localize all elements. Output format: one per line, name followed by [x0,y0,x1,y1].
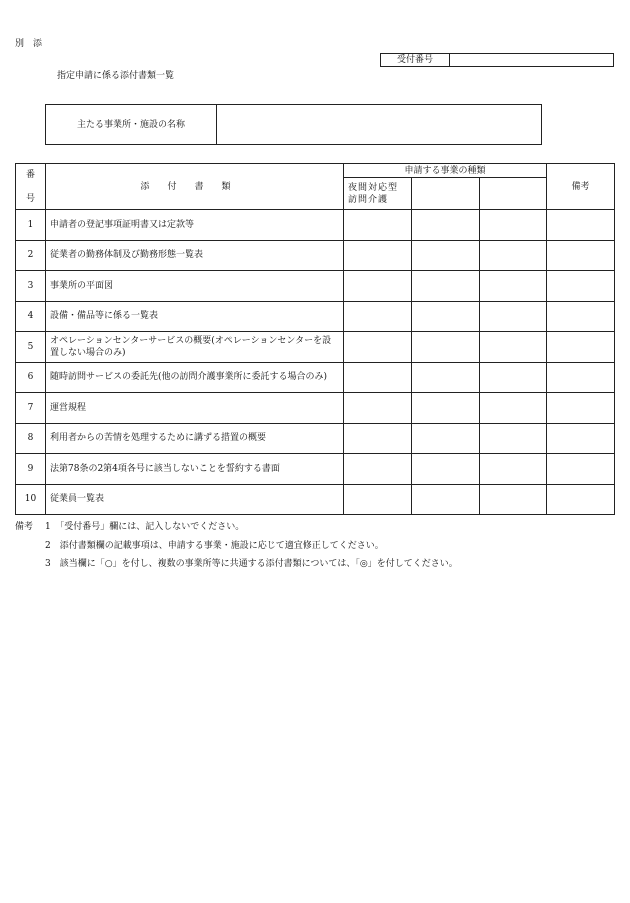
service-check-cell[interactable] [412,423,480,454]
row-document-name: 法第78条の2第4項各号に該当しないことを誓約する書面 [46,454,344,485]
table-body [16,210,615,515]
notes [15,518,458,574]
note-item: 2 添付書類欄の記載事項は、申請する事業・施設に応じて適宜修正してください。 [45,540,384,551]
row-document-name: 申請者の登記事項証明書又は定款等 [46,210,344,241]
row-document-name: 事業所の平面図 [46,271,344,302]
service-check-cell[interactable] [344,210,412,241]
remarks-cell[interactable] [547,454,615,485]
table-row [16,362,615,393]
service-check-cell[interactable] [412,362,480,393]
service-check-cell[interactable] [480,271,547,302]
row-number: 8 [16,423,46,454]
remarks-cell[interactable] [547,332,615,363]
annex-label: 別 添 [15,39,43,49]
col-number-header: 番 号 [16,164,46,210]
table-row [16,423,615,454]
note-item: 備考 1 「受付番号」欄には、記入しないでください。 [15,518,458,537]
remarks-cell[interactable] [547,210,615,241]
service-check-cell[interactable] [412,210,480,241]
remarks-cell[interactable] [547,484,615,515]
service-check-cell[interactable] [480,240,547,271]
remarks-cell[interactable] [547,423,615,454]
row-number: 5 [16,332,46,363]
service-check-cell[interactable] [344,393,412,424]
row-document-name: 随時訪問サービスの委託先(他の訪問介護事業所に委託する場合のみ) [46,362,344,393]
table-row [16,393,615,424]
service-check-cell[interactable] [344,332,412,363]
row-document-name: 運営規程 [46,393,344,424]
service-check-cell[interactable] [344,484,412,515]
service-type-1: 夜間対応型 訪問介護 [344,178,412,210]
remarks-cell[interactable] [547,362,615,393]
facility-name-label: 主たる事業所・施設の名称 [76,120,185,130]
facility-name-box [45,104,542,145]
service-check-cell[interactable] [412,240,480,271]
remarks-cell[interactable] [547,271,615,302]
facility-divider [216,105,217,144]
service-check-cell[interactable] [480,210,547,241]
remarks-cell[interactable] [547,240,615,271]
service-type-3 [480,178,547,210]
row-document-name: 従業者の勤務体制及び勤務形態一覧表 [46,240,344,271]
service-check-cell[interactable] [480,301,547,332]
receipt-number-box [380,53,614,67]
service-check-cell[interactable] [344,301,412,332]
table-row [16,301,615,332]
service-check-cell[interactable] [412,484,480,515]
receipt-number-label: 受付番号 [396,55,433,65]
attachment-table [15,163,615,515]
service-check-cell[interactable] [344,271,412,302]
row-number: 7 [16,393,46,424]
service-check-cell[interactable] [412,271,480,302]
table-row [16,332,615,363]
row-document-name: 利用者からの苦情を処理するために講ずる措置の概要 [46,423,344,454]
table-row [16,271,615,302]
table-row [16,240,615,271]
service-check-cell[interactable] [412,393,480,424]
service-check-cell[interactable] [480,423,547,454]
notes-label: 備考 [15,522,34,532]
service-check-cell[interactable] [480,484,547,515]
service-check-cell[interactable] [344,454,412,485]
receipt-divider [449,54,450,66]
col-remarks-header: 備考 [547,164,615,210]
table-row [16,454,615,485]
remarks-cell[interactable] [547,393,615,424]
service-check-cell[interactable] [412,454,480,485]
row-number: 2 [16,240,46,271]
service-check-cell[interactable] [412,332,480,363]
service-check-cell[interactable] [480,332,547,363]
table-row [16,210,615,241]
row-number: 4 [16,301,46,332]
row-number: 3 [16,271,46,302]
service-type-2 [412,178,480,210]
row-document-name: 設備・備品等に係る一覧表 [46,301,344,332]
service-check-cell[interactable] [344,240,412,271]
service-check-cell[interactable] [344,423,412,454]
row-document-name: 従業員一覧表 [46,484,344,515]
row-number: 6 [16,362,46,393]
remarks-cell[interactable] [547,301,615,332]
row-number: 1 [16,210,46,241]
row-number: 10 [16,484,46,515]
service-check-cell[interactable] [480,454,547,485]
service-check-cell[interactable] [480,362,547,393]
service-check-cell[interactable] [480,393,547,424]
page-title: 指定申請に係る添付書類一覧 [57,71,175,81]
table-row [16,484,615,515]
service-check-cell[interactable] [344,362,412,393]
service-type-group-header: 申請する事業の種類 [344,164,547,178]
row-number: 9 [16,454,46,485]
service-check-cell[interactable] [412,301,480,332]
row-document-name: オペレーションセンターサービスの概要(オペレーションセンターを設置しない場合のみ) [46,332,344,363]
table-header-row [16,164,615,178]
note-item: 3 該当欄に「○」を付し、複数の事業所等に共通する添付書類については、「◎」を付してください。 [45,559,458,569]
col-documents-header: 添付書類 [46,164,344,210]
